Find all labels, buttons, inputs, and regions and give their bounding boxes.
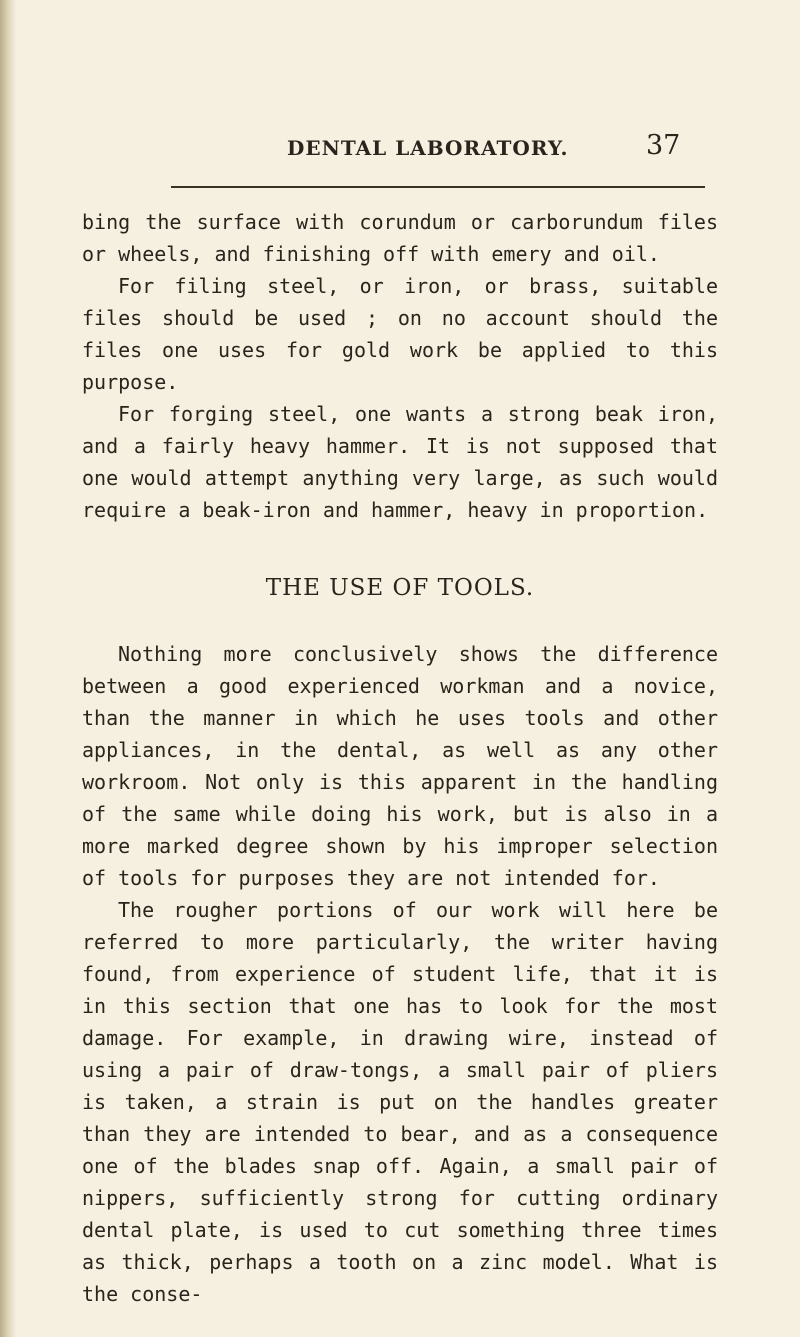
- running-title: DENTAL LABORATORY.: [287, 136, 569, 160]
- paragraph: For forging steel, one wants a strong beak iron, and a fairly heavy hammer. It is not supposed that one would attempt anything very large, as such would require a beak-iron and hammer, heavy in proportion.: [82, 402, 718, 522]
- page-edge-shadow: [0, 0, 16, 1337]
- page-number: 37: [646, 130, 681, 161]
- paragraph: For filing steel, or iron, or brass, suitable files should be used ; on no account should the files one uses for gold work be applied to this purpose.: [82, 274, 718, 394]
- paragraph: Nothing more conclusively shows the difference between a good experienced workman and a novice, than the manner in which he uses tools and other appliances, in the dental, as well as any other workroom. Not only is this apparent in the handling of the same while doing his work, but is also in a more marked degree shown by his improper selection of tools for purposes they are not intended for.: [82, 642, 718, 890]
- header-rule: [171, 186, 705, 188]
- section-heading: THE USE OF TOOLS.: [265, 575, 535, 601]
- body-text: [82, 206, 718, 1310]
- paragraph: bing the surface with corundum or carborundum files or wheels, and finishing off with emery and oil.: [82, 210, 718, 266]
- page-header: [0, 130, 800, 166]
- paragraph: The rougher portions of our work will here be referred to more particularly, the writer having found, from experience of student life, that it is in this section that one has to look for the most damage. For example, in drawing wire, instead of using a pair of draw-tongs, a small pair of pliers is taken, a strain is put on the handles greater than they are intended to bear, and as a consequence one of the blades snap off. Again, a small pair of nippers, sufficiently strong for cutting ordinary dental plate, is used to cut something three times as thick, perhaps a tooth on a zinc model. What is the conse-: [82, 898, 718, 1306]
